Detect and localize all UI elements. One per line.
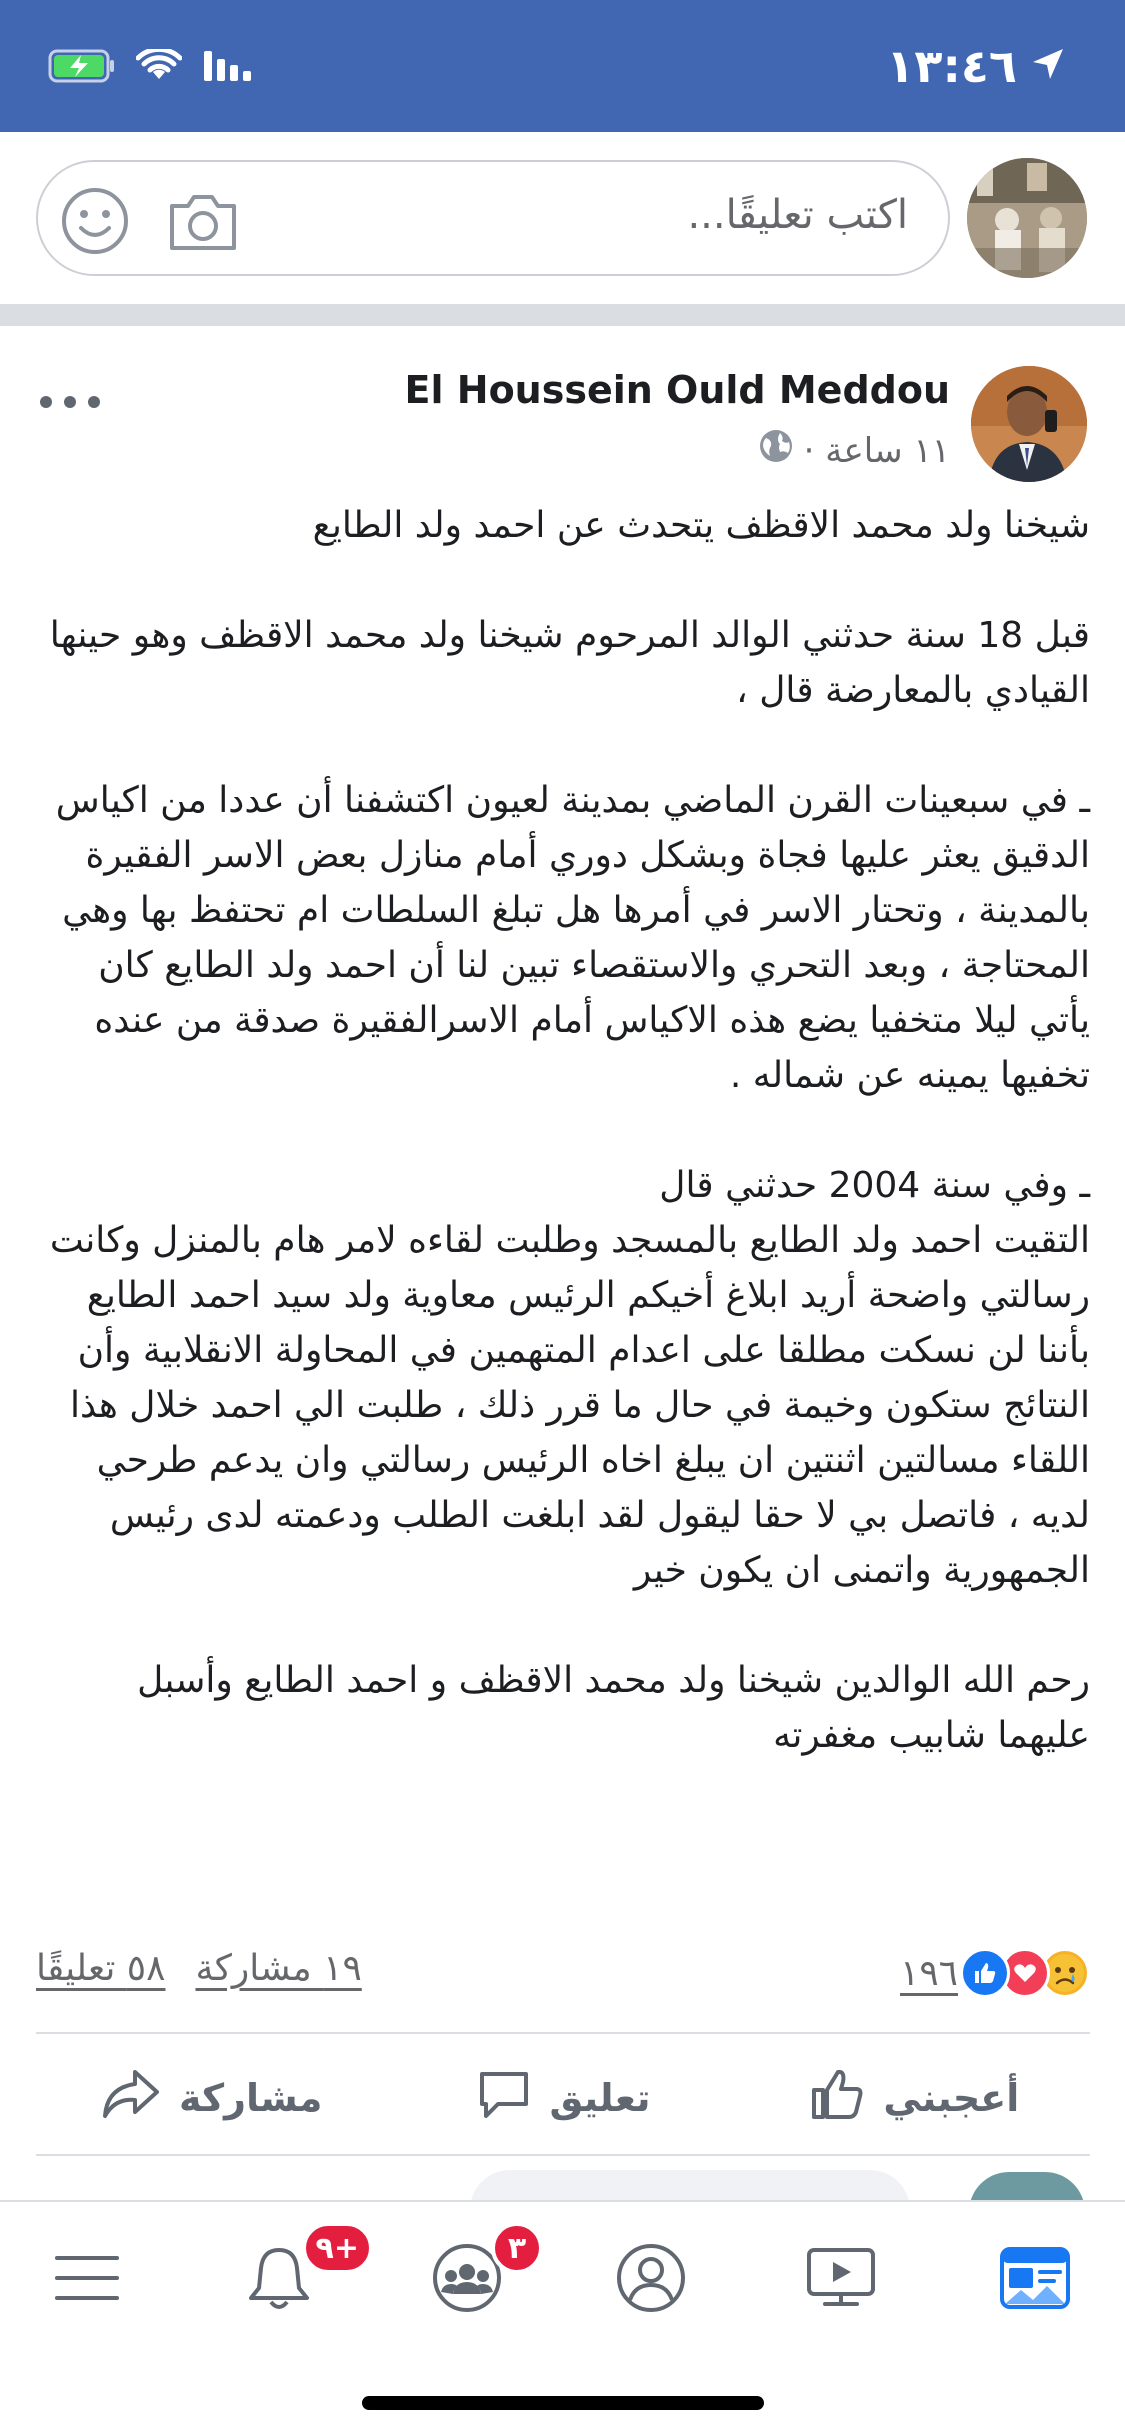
reactions-row	[36, 1944, 1090, 2004]
status-bar	[0, 0, 1125, 132]
post-paragraph: رحم الله الوالدين شيخنا ولد محمد الاقظف و احمد الطايع وأسبل عليهما شابيب مغفرته	[137, 1660, 1090, 1756]
comment-button[interactable]	[387, 2038, 738, 2158]
home-indicator[interactable]	[362, 2396, 764, 2410]
watch-icon	[805, 2246, 877, 2314]
post-paragraph: قبل 18 سنة حدثني الوالد المرحوم شيخنا ولد محمد الاقظف وهو حينها القيادي بالمعارضة قال ،	[49, 615, 1090, 711]
like-button-label: أعجبني	[883, 2076, 1020, 2120]
dot	[64, 396, 76, 408]
menu-icon	[53, 2250, 121, 2310]
divider	[36, 2154, 1090, 2156]
reaction-icons	[970, 1948, 1090, 1998]
emoji-icon[interactable]	[60, 186, 130, 260]
notifications-badge: +٩	[302, 2222, 373, 2274]
comment-composer	[0, 132, 1125, 304]
author-avatar[interactable]	[971, 366, 1087, 482]
section-divider	[0, 304, 1125, 326]
post-paragraph: ـ وفي سنة 2004 حدثني قال التقيت احمد ولد الطايع بالمسجد وطلبت لقاءه لامر هام بالمنزل وكانت رسالتي واضحة أريد ابلاغ أخيكم الرئيس معاوية ولد سيد احمد الطايع بأننا لن نسكت مطلقا على اعدام المتهمين في المحاولة الانقلابية وأن النتائج ستكون وخيمة في حال ما قرر ذلك ، طلبت الي احمد خلال هذا اللقاء مسالتين اثنتين ان يبلغ اخاه الرئيس رسالتي وان يدعم طرحي لديه ، فاتصل بي لا حقا ليقول لقد ابلغت الطلب ودعمته لدى رئيس الجمهورية واتمنى ان يكون خير	[49, 1165, 1090, 1591]
dot	[40, 396, 52, 408]
thumbs-up-icon	[809, 2066, 865, 2131]
tab-notifications[interactable]	[229, 2230, 359, 2330]
post-paragraph: شيخنا ولد محمد الاقظف يتحدث عن احمد ولد الطايع	[312, 505, 1090, 546]
shares-count[interactable]: ١٩ مشاركة	[195, 1948, 362, 1989]
wifi-icon	[136, 49, 182, 87]
comment-bubble-icon	[476, 2066, 532, 2131]
status-time-group	[886, 38, 1065, 94]
status-time: ١٣:٤٦	[886, 39, 1017, 93]
share-arrow-icon	[101, 2066, 161, 2131]
reaction-summary[interactable]	[900, 1948, 1090, 1998]
signal-bars-icon	[202, 49, 254, 87]
like-icon	[960, 1948, 1010, 1998]
commenter-avatar	[967, 158, 1087, 278]
dot	[88, 396, 100, 408]
post-time: ١١ ساعة ·	[803, 430, 950, 471]
tab-news-feed[interactable]	[985, 2230, 1085, 2330]
like-button[interactable]	[739, 2038, 1090, 2158]
post-text	[36, 498, 1090, 1763]
share-button[interactable]	[36, 2038, 387, 2158]
reaction-count[interactable]: ١٩٦	[899, 1952, 958, 1994]
profile-icon	[615, 2242, 687, 2318]
engagement-counts	[36, 1948, 362, 1989]
tab-menu[interactable]	[37, 2230, 137, 2330]
tab-groups[interactable]	[417, 2230, 527, 2330]
globe-icon[interactable]	[758, 428, 794, 473]
comments-count[interactable]: ٥٨ تعليقًا	[36, 1948, 166, 1989]
status-icons	[48, 44, 254, 92]
post-actions	[36, 2038, 1090, 2158]
groups-badge: ٣	[491, 2222, 543, 2274]
post-paragraph: ـ في سبعينات القرن الماضي بمدينة لعيون اكتشفنا أن عددا من اكياس الدقيق يعثر عليها فجاة وبشكل دوري أمام منازل بعض الاسر الفقيرة بالمدينة ، وتحتار الاسر في أمرها هل تبلغ السلطات ام تحتفظ بها وهي المحتاجة ، وبعد التحري والاستقصاء تبين لنا أن احمد ولد الطايع كان يأتي ليلا متخفيا يضع هذه الاكياس أمام الاسرالفقيرة صدقة من عنده تخفيها يمينه عن شماله .	[55, 780, 1090, 1096]
post-meta	[758, 428, 950, 473]
author-name[interactable]: El Houssein Ould Meddou	[404, 368, 950, 412]
news-feed-icon	[999, 2246, 1071, 2314]
share-button-label: مشاركة	[178, 2076, 323, 2120]
divider	[36, 2032, 1090, 2034]
comment-placeholder: اكتب تعليقًا...	[687, 192, 908, 238]
battery-charging-icon	[48, 49, 116, 87]
tab-profile[interactable]	[601, 2230, 701, 2330]
location-arrow-icon	[1031, 47, 1065, 85]
camera-icon[interactable]	[166, 186, 240, 260]
comment-input[interactable]	[36, 160, 950, 276]
comment-button-label: تعليق	[549, 2076, 651, 2120]
more-options-button[interactable]	[40, 382, 100, 422]
tab-watch[interactable]	[791, 2230, 891, 2330]
